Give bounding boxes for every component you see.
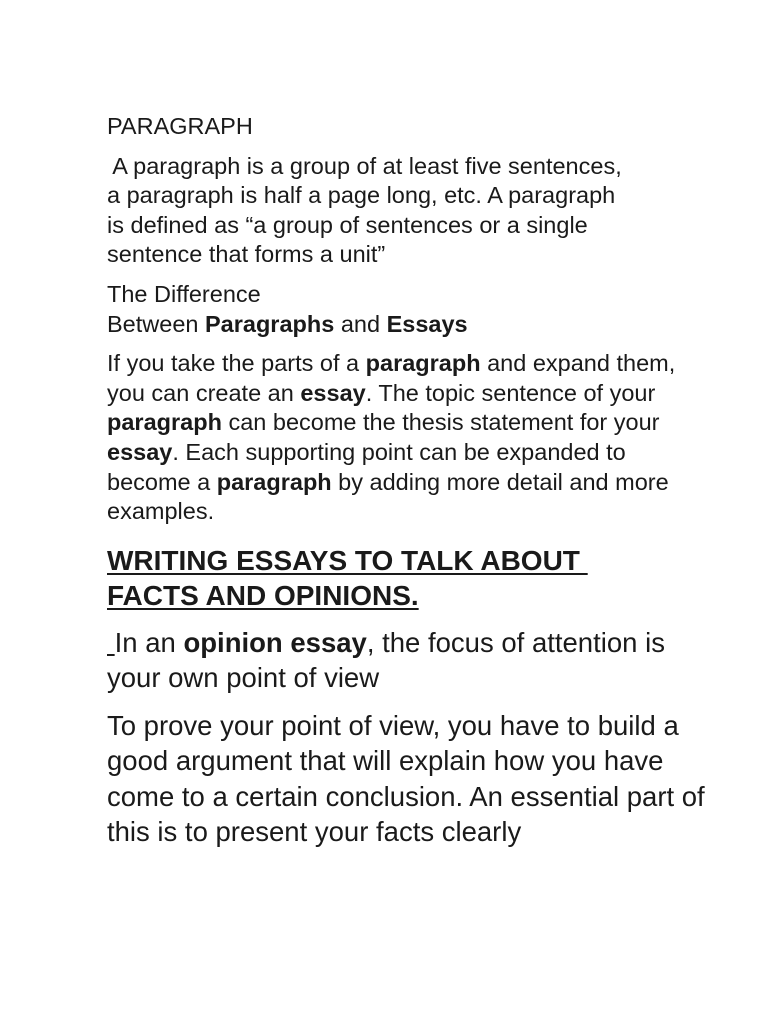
difference-paragraphs: Paragraphs [204, 310, 335, 337]
difference-heading [107, 280, 708, 339]
section-heading-line-2: FACTS AND OPINIONS. [107, 579, 419, 611]
intro-paragraph [107, 152, 708, 270]
opinion-bold: opinion essay [183, 626, 367, 658]
opinion-text-1: In an [114, 626, 184, 658]
body-bold-paragraph-3: paragraph [216, 468, 332, 495]
body-text-1: If you take the parts of a [107, 350, 366, 377]
prove-paragraph: To prove your point of view, you have to build a good argument that will explain how you have come to a certain conclusion. An essential part of this is to present your facts clearly [107, 709, 705, 848]
difference-line-1: The Difference [107, 280, 261, 307]
body-text-4: can become the thesis statement for your [221, 409, 660, 436]
body-text-3: . The topic sentence of your [365, 379, 656, 406]
body-text-2: and expand them, you can create an [107, 350, 676, 406]
body-text-6: by adding more detail and more examples. [107, 468, 669, 525]
body-bold-essay-2: essay [107, 438, 173, 465]
difference-prefix: Between [107, 310, 205, 337]
difference-essays: Essays [386, 310, 468, 337]
body-bold-paragraph-1: paragraph [365, 350, 481, 377]
intro-line-3: is defined as “a group of sentences or a single [107, 211, 588, 238]
section-heading [107, 543, 708, 613]
body-paragraph [107, 349, 708, 527]
opinion-lead [107, 627, 115, 658]
paragraph-heading: PARAGRAPH [107, 113, 253, 139]
intro-line-2: a paragraph is half a page long, etc. A paragraph [107, 182, 616, 209]
body-text-5: . Each supporting point can be expanded to become a [107, 438, 626, 495]
opinion-paragraph [107, 625, 708, 696]
opinion-text-2: , the focus of attention is your own point of view [107, 626, 665, 694]
intro-line-1: A paragraph is a group of at least five sentences, [107, 152, 622, 179]
section-heading-line-1: WRITING ESSAYS TO TALK ABOUT [107, 544, 588, 576]
body-bold-paragraph-2: paragraph [107, 409, 222, 436]
intro-line-4: sentence that forms a unit” [107, 241, 386, 268]
body-bold-essay-1: essay [300, 379, 366, 406]
difference-and: and [334, 310, 387, 337]
